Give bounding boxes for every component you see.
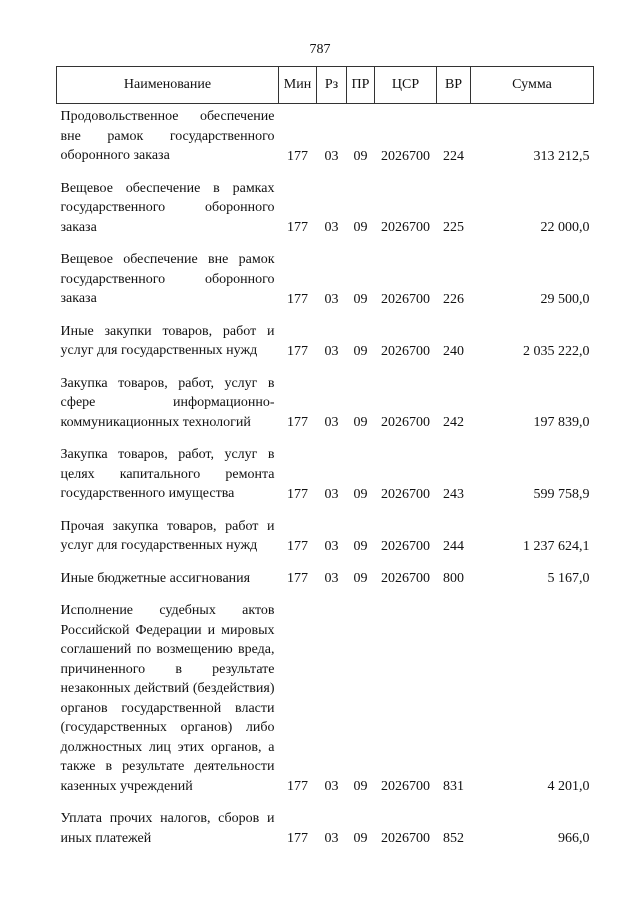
table-row bbox=[57, 514, 594, 556]
cell-sum: 22 000,0 bbox=[540, 220, 590, 235]
row-spacer-cell bbox=[57, 556, 594, 566]
cell-pr: 09 bbox=[353, 571, 368, 586]
cell-rz: 03 bbox=[324, 220, 339, 235]
cell-sum: 29 500,0 bbox=[540, 291, 590, 307]
row-spacer-cell bbox=[57, 504, 594, 514]
row-spacer bbox=[57, 556, 594, 566]
cell-pr: 09 bbox=[353, 343, 368, 359]
row-spacer-cell bbox=[57, 432, 594, 442]
row-spacer bbox=[57, 588, 594, 598]
cell-sum: 966,0 bbox=[558, 831, 590, 846]
header-rz: Рз bbox=[317, 67, 347, 104]
row-spacer bbox=[57, 504, 594, 514]
cell-csr: 2026700 bbox=[381, 415, 430, 430]
cell-name: Исполнение судебных актов Российской Федерации и мировых соглашений по возмещению вреда, причиненного в результате незаконных действий (бездействия) органов государственной власти (государственных органов) либо должностных лиц этих органов, а также в результате деятельности казенных учреждений bbox=[60, 603, 275, 794]
cell-vr: 800 bbox=[443, 571, 464, 586]
cell-pr: 09 bbox=[353, 415, 368, 430]
table-row bbox=[57, 442, 594, 504]
row-spacer-cell bbox=[57, 588, 594, 598]
cell-csr: 2026700 bbox=[381, 148, 430, 164]
cell-pr: 09 bbox=[353, 486, 368, 502]
cell-sum: 599 758,9 bbox=[533, 486, 590, 502]
cell-sum: 5 167,0 bbox=[547, 571, 590, 586]
cell-rz: 03 bbox=[324, 343, 339, 359]
row-spacer bbox=[57, 796, 594, 806]
table-row bbox=[57, 104, 594, 166]
cell-pr: 09 bbox=[353, 220, 368, 235]
row-spacer bbox=[57, 432, 594, 442]
cell-pr: 09 bbox=[353, 779, 368, 794]
cell-vr: 243 bbox=[443, 486, 464, 502]
cell-vr: 831 bbox=[443, 779, 464, 794]
cell-pr: 09 bbox=[353, 831, 368, 846]
cell-min: 177 bbox=[287, 291, 308, 307]
cell-name: Иные закупки товаров, работ и услуг для государственных нужд bbox=[60, 323, 275, 358]
row-spacer bbox=[57, 309, 594, 319]
cell-sum: 197 839,0 bbox=[533, 415, 590, 430]
row-spacer-cell bbox=[57, 796, 594, 806]
cell-rz: 03 bbox=[324, 486, 339, 502]
cell-name: Закупка товаров, работ, услуг в сфере информационно-коммуникационных технологий bbox=[60, 375, 275, 430]
cell-pr: 09 bbox=[353, 148, 368, 164]
cell-csr: 2026700 bbox=[381, 779, 430, 794]
table-header bbox=[57, 67, 594, 104]
cell-min: 177 bbox=[287, 538, 308, 554]
header-vr: ВР bbox=[437, 67, 471, 104]
cell-csr: 2026700 bbox=[381, 291, 430, 307]
cell-min: 177 bbox=[287, 343, 308, 359]
cell-vr: 852 bbox=[443, 831, 464, 846]
table-body bbox=[57, 104, 594, 849]
cell-rz: 03 bbox=[324, 291, 339, 307]
row-spacer-cell bbox=[57, 361, 594, 371]
cell-name: Иные бюджетные ассигнования bbox=[60, 570, 251, 586]
cell-csr: 2026700 bbox=[381, 831, 430, 846]
cell-pr: 09 bbox=[353, 538, 368, 554]
cell-csr: 2026700 bbox=[381, 571, 430, 586]
cell-min: 177 bbox=[287, 148, 308, 164]
cell-name: Продовольственное обеспечение вне рамок государственного оборонного заказа bbox=[60, 109, 275, 163]
cell-rz: 03 bbox=[324, 415, 339, 430]
table-row bbox=[57, 247, 594, 309]
budget-table bbox=[56, 66, 594, 848]
row-spacer-cell bbox=[57, 237, 594, 247]
row-spacer-cell bbox=[57, 309, 594, 319]
table-row bbox=[57, 566, 594, 589]
cell-sum: 2 035 222,0 bbox=[523, 343, 590, 359]
table-row bbox=[57, 319, 594, 361]
cell-vr: 244 bbox=[443, 538, 464, 554]
cell-vr: 224 bbox=[443, 148, 464, 164]
cell-sum: 4 201,0 bbox=[547, 779, 590, 794]
cell-rz: 03 bbox=[324, 538, 339, 554]
row-spacer-cell bbox=[57, 166, 594, 176]
cell-sum: 1 237 624,1 bbox=[523, 538, 590, 554]
cell-min: 177 bbox=[287, 220, 308, 235]
table-row bbox=[57, 176, 594, 238]
row-spacer bbox=[57, 237, 594, 247]
cell-csr: 2026700 bbox=[381, 486, 430, 502]
table-row bbox=[57, 371, 594, 433]
cell-name: Закупка товаров, работ, услуг в целях капитального ремонта государственного имущества bbox=[60, 447, 275, 501]
cell-vr: 225 bbox=[443, 220, 464, 235]
cell-rz: 03 bbox=[324, 571, 339, 586]
header-csr: ЦСР bbox=[375, 67, 437, 104]
cell-name: Прочая закупка товаров, работ и услуг для государственных нужд bbox=[60, 518, 275, 553]
cell-min: 177 bbox=[287, 571, 308, 586]
cell-csr: 2026700 bbox=[381, 343, 430, 359]
page-number: 787 bbox=[309, 42, 331, 57]
table-row bbox=[57, 806, 594, 848]
cell-name: Вещевое обеспечение вне рамок государственного оборонного заказа bbox=[60, 252, 275, 306]
header-min: Мин bbox=[279, 67, 317, 104]
cell-csr: 2026700 bbox=[381, 220, 430, 235]
cell-min: 177 bbox=[287, 779, 308, 794]
row-spacer bbox=[57, 166, 594, 176]
cell-csr: 2026700 bbox=[381, 538, 430, 554]
cell-min: 177 bbox=[287, 486, 308, 502]
cell-sum: 313 212,5 bbox=[533, 148, 590, 164]
cell-name: Вещевое обеспечение в рамках государственного оборонного заказа bbox=[60, 180, 275, 235]
cell-pr: 09 bbox=[353, 291, 368, 307]
cell-rz: 03 bbox=[324, 831, 339, 846]
cell-vr: 240 bbox=[443, 343, 464, 359]
row-spacer bbox=[57, 361, 594, 371]
header-name: Наименование bbox=[57, 67, 279, 104]
table-row bbox=[57, 598, 594, 796]
cell-rz: 03 bbox=[324, 148, 339, 164]
cell-min: 177 bbox=[287, 415, 308, 430]
cell-rz: 03 bbox=[324, 779, 339, 794]
cell-min: 177 bbox=[287, 831, 308, 846]
header-pr: ПР bbox=[347, 67, 375, 104]
cell-vr: 226 bbox=[443, 291, 464, 307]
header-sum: Сумма bbox=[471, 67, 594, 104]
cell-vr: 242 bbox=[443, 415, 464, 430]
cell-name: Уплата прочих налогов, сборов и иных платежей bbox=[60, 811, 275, 846]
